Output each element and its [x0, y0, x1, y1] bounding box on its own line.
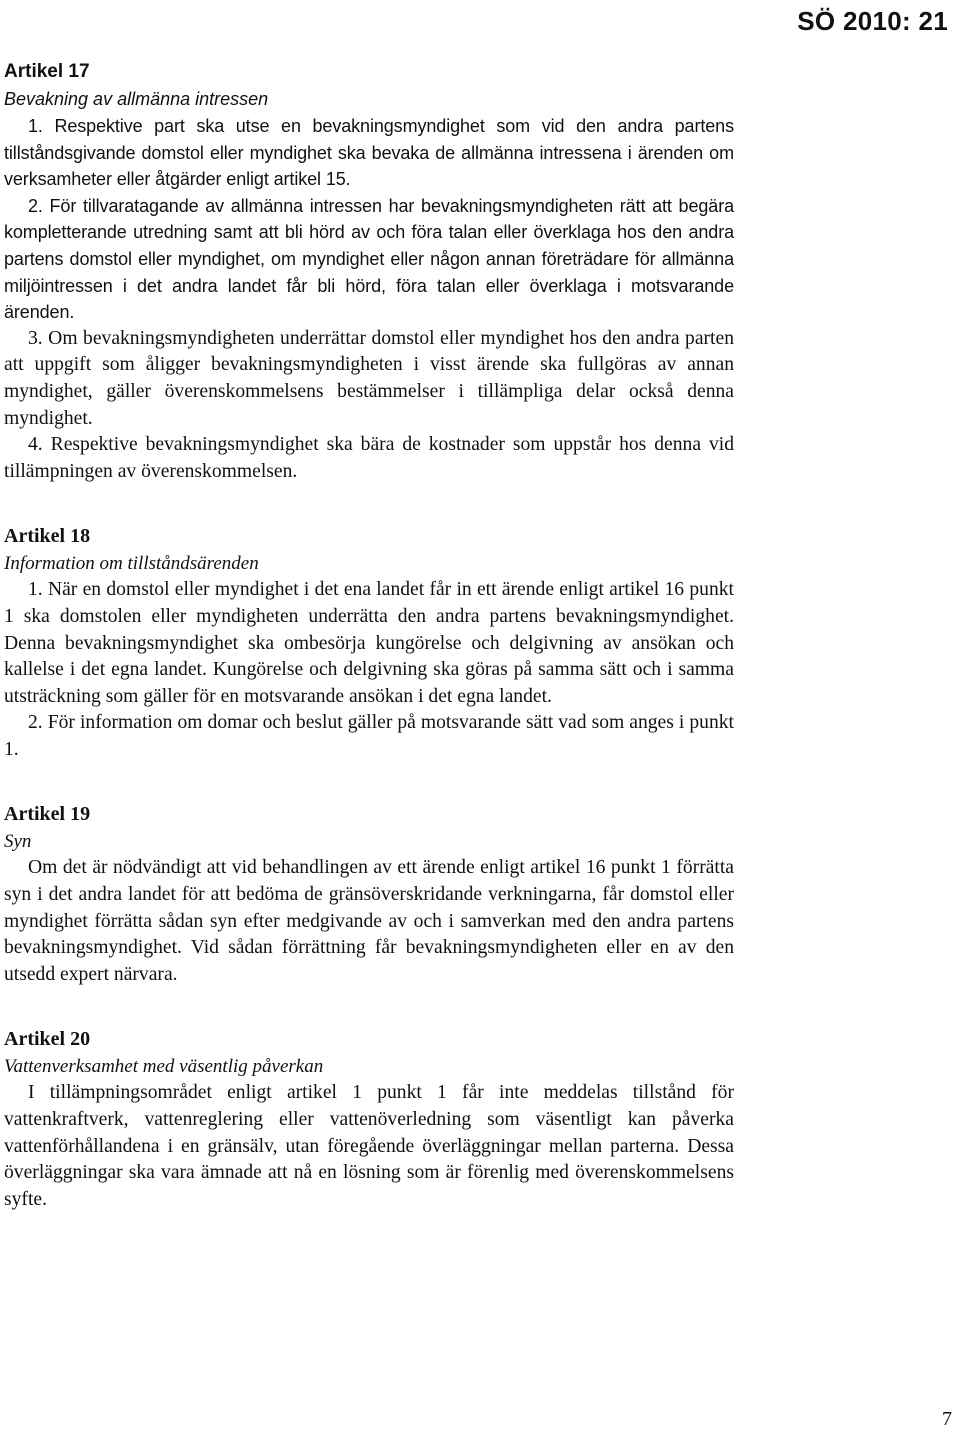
document-reference: SÖ 2010: 21 — [797, 6, 948, 36]
section-spacer — [4, 988, 734, 1025]
article-paragraph: I tillämpningsområdet enligt artikel 1 punkt 1 får inte meddelas tillstånd för vattenkraftverk, vattenreglering eller vattenöverledning som väsentligt kan påverka vattenförhållandena i en gränsälv, utan föregående överläggningar mellan parterna. Dessa överläggningar ska vara ämnade att nå en lösning som är förenlig med överenskommelsens syfte. — [4, 1082, 734, 1210]
article-paragraph: Om det är nödvändigt att vid behandlingen av ett ärende enligt artikel 16 punkt 1 förrätta syn i det andra landet för att bedöma de gränsöverskridande verkningarna, får domstol eller myndighet förrätta sådan syn efter medgivande av och i samverkan med den andra partens bevakningsmyndighet. Vid sådan förrättning får bevakningsmyndigheten eller en av den utsedd expert närvara. — [4, 857, 734, 985]
article-subtitle: Vattenverksamhet med väsentlig påverkan — [4, 1056, 324, 1078]
article-paragraph: 3. Om bevakningsmyndigheten underrättar domstol eller myndighet hos den andra parten att uppgift som åligger bevakningsmyndigheten i visst ärende ska fullgöras av annan myndighet, gäller överenskommelsens bestämmelser i tillämpliga delar också denna myndighet. — [4, 327, 734, 429]
article-title: Artikel 17 — [4, 61, 90, 82]
page-number: 7 — [942, 1408, 952, 1430]
article-title: Artikel 18 — [4, 525, 91, 548]
article-title: Artikel 19 — [4, 803, 91, 826]
article-paragraph: 2. För information om domar och beslut gäller på motsvarande sätt vad som anges i punkt 1. — [4, 712, 734, 760]
article-subtitle: Syn — [4, 831, 32, 853]
page-content — [4, 58, 734, 1213]
section-spacer — [4, 763, 734, 800]
article-subtitle: Bevakning av allmänna intressen — [4, 89, 269, 109]
section-spacer — [4, 485, 734, 522]
article-17 — [4, 58, 734, 485]
article-paragraph: 1. Respektive part ska utse en bevakningsmyndighet som vid den andra partens tillståndsgivande domstol eller myndighet ska bevaka de allmänna intressena i ärenden om verksamheter eller åtgärder enligt artikel 15. — [4, 116, 734, 190]
article-19 — [4, 800, 734, 988]
article-18 — [4, 522, 734, 763]
article-20 — [4, 1025, 734, 1213]
article-title: Artikel 20 — [4, 1028, 91, 1051]
article-paragraph: 1. När en domstol eller myndighet i det ena landet får in ett ärende enligt artikel 16 punkt 1 ska domstolen eller myndigheten underrätta den andra partens bevakningsmyndighet. Denna bevakningsmyndighet ska ombesörja kungörelse och delgivning av ansökan och kallelse i det egna landet. Kungörelse och delgivning ska göras på samma sätt och i samma utsträckning som gäller för en motsvarande ansökan i det egna landet. — [4, 579, 734, 707]
article-paragraph: 4. Respektive bevakningsmyndighet ska bära de kostnader som uppstår hos denna vid tillämpningen av överenskommelsen. — [4, 434, 734, 482]
article-paragraph: 2. För tillvaratagande av allmänna intressen har bevakningsmyndigheten rätt att begära kompletterande utredning samt att bli hörd av och föra talan eller överklaga hos den andra partens domstol eller myndighet, om myndighet eller någon annan företrädare för allmänna miljöintressen i det andra landet får bli hörd, föra talan eller överklaga i motsvarande ärenden. — [4, 195, 734, 323]
article-subtitle: Information om tillståndsärenden — [4, 553, 259, 575]
